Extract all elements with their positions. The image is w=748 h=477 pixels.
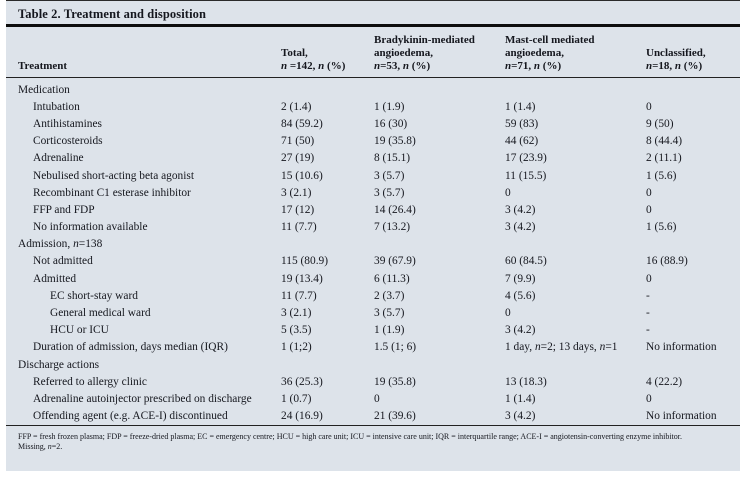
header-line: Total,: [281, 47, 308, 59]
table-body: [6, 78, 740, 425]
cell-value: 0: [646, 100, 652, 113]
cell-value: 1 (1.9): [374, 100, 405, 113]
table-row: [6, 133, 740, 150]
cell-value: 3 (4.2): [505, 203, 536, 216]
cell-value: 9 (50): [646, 117, 674, 130]
table-row: [6, 253, 740, 270]
section-row: [6, 356, 740, 373]
cell-value: No information: [646, 341, 717, 354]
footnote-abbreviations: FFP = fresh frozen plasma; FDP = freeze-dried plasma; EC = emergency centre; HCU = high care unit; ICU = intensive care unit; IQR = interquartile range; ACE-I = angiotensin-converting enzyme inhibitor.: [18, 431, 682, 441]
cell-value: 2 (3.7): [374, 289, 405, 302]
section-row: [6, 81, 740, 98]
cell-value: 1 day, n=2; 13 days, n=1: [505, 341, 618, 354]
cell-value: 19 (13.4): [281, 272, 323, 285]
cell-value: 1 (5.6): [646, 221, 677, 234]
cell-value: 0: [505, 307, 511, 320]
cell-value: 1 (5.6): [646, 169, 677, 182]
table-row: [6, 287, 740, 304]
cell-value: 60 (84.5): [505, 255, 547, 268]
row-label: Intubation: [33, 100, 80, 113]
row-label: Admitted: [33, 272, 77, 285]
cell-value: 44 (62): [505, 135, 539, 148]
cell-value: 5 (3.5): [281, 324, 312, 337]
table-row: [6, 322, 740, 339]
cell-value: 3 (5.7): [374, 186, 405, 199]
cell-value: 17 (23.9): [505, 152, 547, 165]
column-header-mast-cell: [505, 34, 646, 73]
table-row: [6, 339, 740, 356]
cell-value: 7 (9.9): [505, 272, 536, 285]
column-header-treatment: Treatment: [18, 60, 68, 72]
row-label: Adrenaline autoinjector prescribed on discharge: [33, 392, 252, 405]
header-line: n =142, n (%): [281, 60, 346, 72]
column-header-unclassified: [646, 47, 740, 73]
header-line: n=53, n (%): [374, 60, 431, 72]
table-row: [6, 184, 740, 201]
cell-value: 11 (7.7): [281, 221, 317, 234]
cell-value: 0: [646, 392, 652, 405]
cell-value: 1 (1.4): [505, 100, 536, 113]
cell-value: 2 (1.4): [281, 100, 312, 113]
cell-value: 1 (1.9): [374, 324, 405, 337]
cell-value: 11 (7.7): [281, 289, 317, 302]
cell-value: 24 (16.9): [281, 410, 323, 423]
column-header-bradykinin: [374, 34, 505, 73]
cell-value: 1 (1.4): [505, 392, 536, 405]
cell-value: 8 (15.1): [374, 152, 411, 165]
cell-value: 4 (22.2): [646, 375, 683, 388]
table-title: Table 2. Treatment and disposition: [18, 7, 207, 21]
cell-value: 36 (25.3): [281, 375, 323, 388]
table-row: [6, 304, 740, 321]
cell-value: 8 (44.4): [646, 135, 683, 148]
cell-value: 84 (59.2): [281, 117, 323, 130]
cell-value: 0: [505, 186, 511, 199]
table-row: [6, 408, 740, 425]
cell-value: 6 (11.3): [374, 272, 410, 285]
cell-value: 2 (11.1): [646, 152, 682, 165]
column-header-total: [281, 47, 374, 73]
row-label: Discharge actions: [18, 358, 100, 371]
table-row: [6, 390, 740, 407]
row-label: FFP and FDP: [33, 203, 95, 216]
cell-value: 115 (80.9): [281, 255, 329, 268]
cell-value: -: [646, 307, 650, 320]
header-line: Unclassified,: [646, 47, 706, 59]
cell-value: 21 (39.6): [374, 410, 416, 423]
row-label: Adrenaline: [33, 152, 84, 165]
cell-value: 17 (12): [281, 203, 315, 216]
cell-value: 14 (26.4): [374, 203, 416, 216]
cell-value: 7 (13.2): [374, 221, 411, 234]
row-label: HCU or ICU: [50, 324, 109, 337]
cell-value: 3 (4.2): [505, 221, 536, 234]
cell-value: 0: [374, 392, 380, 405]
header-line: n=71, n (%): [505, 60, 562, 72]
row-label: Nebulised short-acting beta agonist: [33, 169, 195, 182]
cell-value: 3 (4.2): [505, 324, 536, 337]
row-label: Medication: [18, 83, 70, 96]
cell-value: 3 (4.2): [505, 410, 536, 423]
footnotes: [6, 426, 740, 453]
table-row: [6, 201, 740, 218]
cell-value: 19 (35.8): [374, 375, 416, 388]
table-row: [6, 115, 740, 132]
cell-value: 3 (2.1): [281, 307, 312, 320]
cell-value: 39 (67.9): [374, 255, 416, 268]
cell-value: 4 (5.6): [505, 289, 536, 302]
cell-value: 27 (19): [281, 152, 315, 165]
cell-value: 3 (2.1): [281, 186, 312, 199]
header-line: angioedema,: [505, 47, 564, 59]
cell-value: 0: [646, 186, 652, 199]
header-line: Mast-cell mediated: [505, 34, 595, 46]
cell-value: 15 (10.6): [281, 169, 323, 182]
table-row: [6, 270, 740, 287]
section-row: [6, 236, 740, 253]
row-label: Duration of admission, days median (IQR): [33, 341, 228, 354]
row-label: General medical ward: [50, 307, 151, 320]
row-label: Recombinant C1 esterase inhibitor: [33, 186, 191, 199]
table-header: [6, 27, 740, 77]
header-line: Bradykinin-mediated: [374, 34, 475, 46]
cell-value: -: [646, 289, 650, 302]
row-label: Antihistamines: [33, 117, 102, 130]
cell-value: 19 (35.8): [374, 135, 416, 148]
cell-value: 59 (83): [505, 117, 539, 130]
cell-value: 0: [646, 272, 652, 285]
row-label: No information available: [33, 221, 148, 234]
cell-value: 16 (30): [374, 117, 408, 130]
cell-value: No information: [646, 410, 717, 423]
row-label: Not admitted: [33, 255, 93, 268]
cell-value: 13 (18.3): [505, 375, 547, 388]
cell-value: 1 (1;2): [281, 341, 312, 354]
table-2-treatment-and-disposition: [6, 0, 740, 471]
row-label: Referred to allergy clinic: [33, 375, 147, 388]
row-label: EC short-stay ward: [50, 289, 138, 302]
table-row: [6, 167, 740, 184]
cell-value: 0: [646, 203, 652, 216]
cell-value: -: [646, 324, 650, 337]
table-row: [6, 219, 740, 236]
cell-value: 1.5 (1; 6): [374, 341, 417, 354]
cell-value: 3 (5.7): [374, 307, 405, 320]
cell-value: 16 (88.9): [646, 255, 688, 268]
cell-value: 1 (0.7): [281, 392, 312, 405]
row-label: Corticosteroids: [33, 135, 103, 148]
table-row: [6, 98, 740, 115]
footnote-missing: Missing, n=2.: [18, 442, 63, 452]
header-line: angioedema,: [374, 47, 433, 59]
cell-value: 3 (5.7): [374, 169, 405, 182]
row-label: Offending agent (e.g. ACE-I) discontinued: [33, 410, 228, 423]
header-line: n=18, n (%): [646, 60, 703, 72]
cell-value: 11 (15.5): [505, 169, 547, 182]
table-row: [6, 373, 740, 390]
table-row: [6, 150, 740, 167]
row-label: Admission, n=138: [18, 238, 103, 251]
cell-value: 71 (50): [281, 135, 315, 148]
